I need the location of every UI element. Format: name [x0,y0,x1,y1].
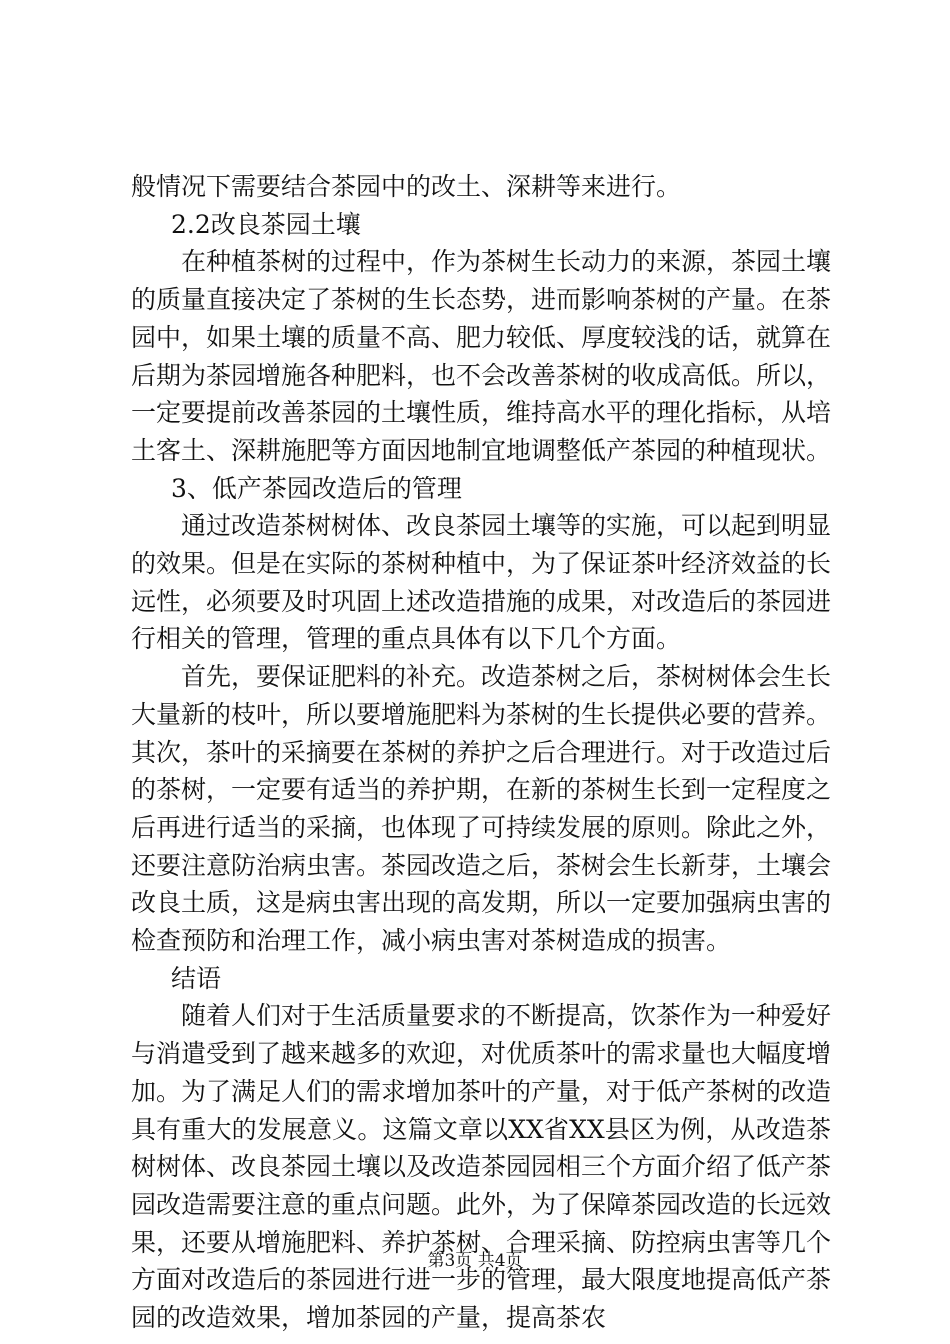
page-footer: 第3页 共4页 [427,1251,523,1271]
section-heading-2-2: 2.2改良茶园土壤 [171,209,361,239]
paragraph-conclusion: 随着人们对于生活质量要求的不断提高，饮茶作为一种爱好与消遣受到了越来越多的欢迎，对优质茶叶的需求量也大幅度增加。为了满足人们的需求增加茶叶的产量，对于低产茶树的改造具有重大的发展意义。这篇文章以XX省XX县区为例，从改造茶树树体、改良茶园土壤以及改造茶园园相三个方面介绍了低产茶园改造需要注意的重点问题。此外，为了保障茶园改造的长远效果，还要从增施肥料、养护茶树、合理采摘、防控病虫害等几个方面对改造后的茶园进行进一步的管理，最大限度地提高低产茶园的改造效果，增加茶园的产量，提高茶农 [131,1001,832,1333]
section-heading-3: 3、低产茶园改造后的管理 [171,473,462,503]
paragraph-soil-improvement: 在种植茶树的过程中，作为茶树生长动力的来源，茶园土壤的质量直接决定了茶树的生长态势，进而影响茶树的产量。在茶园中，如果土壤的质量不高、肥力较低、厚度较浅的话，就算在后期为茶园增施各种肥料，也不会改善茶树的收成高低。所以，一定要提前改善茶园的土壤性质，维持高水平的理化指标，从培土客土、深耕施肥等方面因地制宜地调整低产茶园的种植现状。 [131,247,832,465]
section-heading-conclusion: 结语 [171,963,222,993]
paragraph-continuation: 般情况下需要结合茶园中的改土、深耕等来进行。 [131,172,682,201]
paragraph-management-details: 首先，要保证肥料的补充。改造茶树之后，茶树树体会生长大量新的枝叶，所以要增施肥料为茶树的生长提供必要的营养。其次，茶叶的采摘要在茶树的养护之后合理进行。对于改造过后的茶树，一定要有适当的养护期，在新的茶树生长到一定程度之后再进行适当的采摘，也体现了可持续发展的原则。除此之外，还要注意防治病虫害。茶园改造之后，茶树会生长新芽，土壤会改良土质，这是病虫害出现的高发期，所以一定要加强病虫害的检查预防和治理工作，减小病虫害对茶树造成的损害。 [131,662,832,956]
paragraph-management-intro: 通过改造茶树树体、改良茶园土壤等的实施，可以起到明显的效果。但是在实际的茶树种植中，为了保证茶叶经济效益的长远性，必须要及时巩固上述改造措施的成果，对改造后的茶园进行相关的管理，管理的重点具体有以下几个方面。 [131,511,832,654]
document-body [131,168,831,1337]
